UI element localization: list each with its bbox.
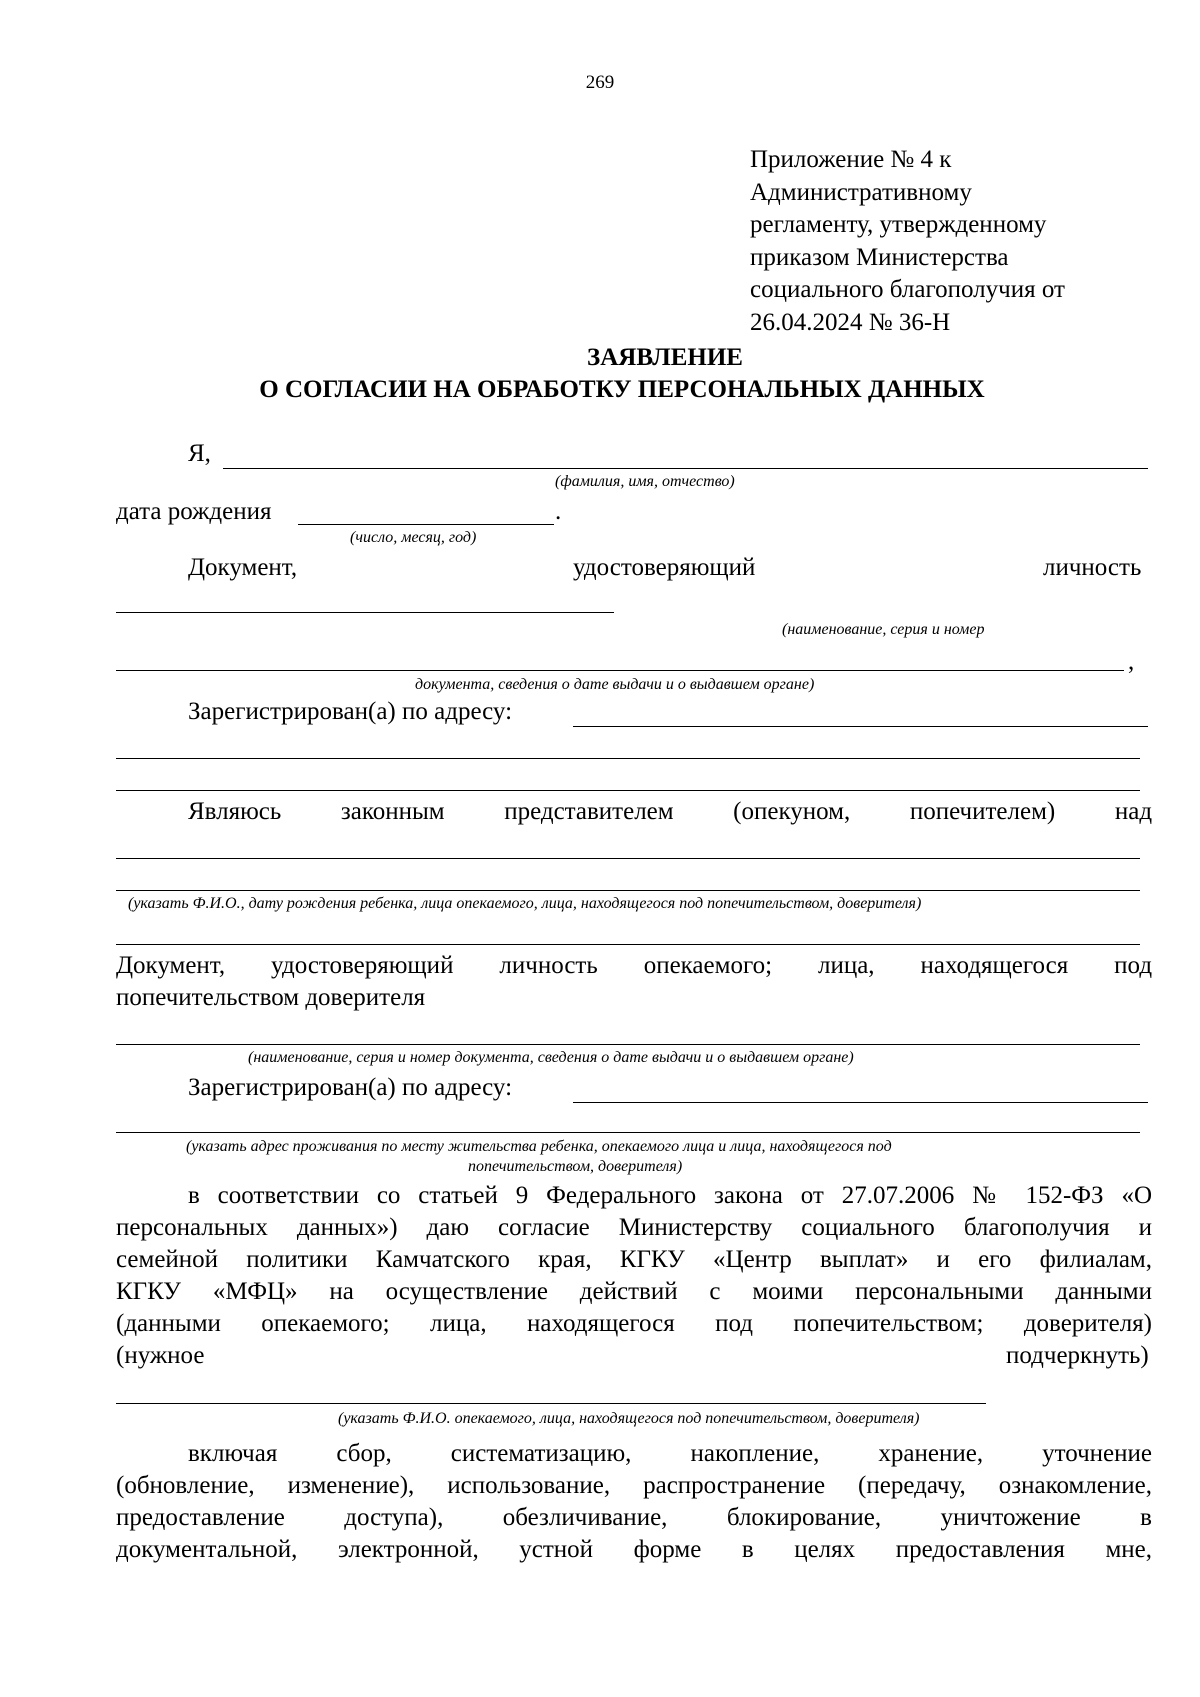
- processing-line: (обновление, изменение), использование, распространение (передачу, ознакомление,: [116, 1472, 1152, 1499]
- ward-name-caption: (указать Ф.И.О. опекаемого, лица, находящегося под попечительством, доверителя): [338, 1410, 920, 1427]
- address-caption-2: попечительством, доверителя): [468, 1158, 683, 1175]
- birth-label: дата рождения: [116, 498, 272, 525]
- processing-line: документальной, электронной, устной форме в целях предоставления мне,: [116, 1536, 1152, 1563]
- rep-word: над: [1114, 798, 1153, 825]
- rep-line-2[interactable]: [116, 890, 1140, 891]
- birth-dot: .: [555, 498, 562, 525]
- rep-line-1[interactable]: [116, 858, 1140, 859]
- appendix-line: социального благополучия от: [750, 276, 1065, 303]
- doc-word: Документ,: [188, 554, 298, 581]
- ward-doc-word: личность: [499, 952, 598, 979]
- doc-caption-2: документа, сведения о дате выдачи и о выдавшем органе): [415, 676, 815, 693]
- fio-caption: (фамилия, имя, отчество): [555, 473, 735, 490]
- ward-address-line-2[interactable]: [116, 1132, 1140, 1133]
- appendix-block: [750, 144, 1065, 339]
- page-number: 269: [585, 72, 615, 93]
- reg-address-line-3[interactable]: [116, 790, 1140, 791]
- rep-word: Являюсь: [188, 798, 282, 825]
- doc-word: личность: [1043, 554, 1142, 581]
- document-title: ЗАЯВЛЕНИЕ: [587, 344, 743, 371]
- consent-line: в соответствии со статьей 9 Федерального закона от 27.07.2006 № 152-ФЗ «О: [188, 1182, 1152, 1209]
- doc-comma: ,: [1128, 648, 1135, 675]
- ward-doc-fill-line[interactable]: [116, 1044, 1140, 1045]
- ward-doc-caption: (наименование, серия и номер документа, сведения о дате выдачи и о выдавшем органе): [248, 1049, 854, 1066]
- ward-address-line[interactable]: [573, 1102, 1148, 1103]
- need-right: подчеркнуть): [1006, 1342, 1149, 1369]
- rep-caption: (указать Ф.И.О., дату рождения ребенка, лица опекаемого, лица, находящегося под попечительством, доверителя): [128, 895, 922, 912]
- ward-doc-line-2: попечительством доверителя: [116, 984, 426, 1011]
- ward-doc-word: опекаемого;: [643, 952, 773, 979]
- reg-address-line[interactable]: [573, 726, 1148, 727]
- consent-line: персональных данных») даю согласие Министерству социального благополучия и: [116, 1214, 1152, 1241]
- reg-label: Зарегистрирован(а) по адресу:: [188, 698, 513, 725]
- reg-label-2: Зарегистрирован(а) по адресу:: [188, 1074, 513, 1101]
- need-left: (нужное: [116, 1342, 205, 1369]
- address-caption-1: (указать адрес проживания по месту жительства ребенка, опекаемого лица и лица, находящегося под: [186, 1138, 892, 1155]
- processing-line: предоставление доступа), обезличивание, блокирование, уничтожение в: [116, 1504, 1152, 1531]
- appendix-line: Административному: [750, 178, 972, 206]
- ward-doc-word: удостоверяющий: [271, 952, 454, 979]
- rep-word: представителем: [504, 798, 674, 825]
- birth-date-line[interactable]: [298, 524, 554, 525]
- appendix-line: регламенту, утвержденному: [750, 211, 1047, 238]
- consent-line: (данными опекаемого; лица, находящегося под попечительством; доверителя): [116, 1310, 1152, 1337]
- doc-line-1[interactable]: [116, 612, 614, 613]
- birth-caption: (число, месяц, год): [350, 529, 477, 546]
- fio-line[interactable]: [223, 468, 1148, 469]
- i-label: Я,: [188, 440, 211, 467]
- rep-word: попечителем): [909, 798, 1056, 825]
- rep-word: законным: [340, 798, 445, 825]
- representative-line: [188, 796, 1152, 828]
- ward-doc-word: лица,: [817, 952, 875, 979]
- document-subtitle: О СОГЛАСИИ НА ОБРАБОТКУ ПЕРСОНАЛЬНЫХ ДАННЫХ: [259, 376, 985, 403]
- consent-line: КГКУ «МФЦ» на осуществление действий с моими персональными данными: [116, 1278, 1152, 1305]
- consent-line: семейной политики Камчатского края, КГКУ «Центр выплат» и его филиалам,: [116, 1246, 1152, 1273]
- ward-doc-word: под: [1114, 952, 1153, 979]
- doc-caption-1: (наименование, серия и номер: [782, 621, 985, 638]
- ward-name-line[interactable]: [116, 1403, 986, 1404]
- appendix-line: приказом Министерства: [750, 243, 1009, 271]
- ward-doc-word: находящегося: [920, 952, 1069, 979]
- rep-line-3[interactable]: [116, 944, 1140, 945]
- ward-doc-line: [116, 950, 1152, 982]
- reg-address-line-2[interactable]: [116, 758, 1140, 759]
- doc-word: удостоверяющий: [573, 554, 756, 581]
- doc-line-2[interactable]: [116, 670, 1124, 671]
- processing-line: включая сбор, систематизацию, накопление, хранение, уточнение: [188, 1440, 1152, 1467]
- rep-word: (опекуном,: [733, 798, 851, 825]
- appendix-line: 26.04.2024 № 36-Н: [750, 308, 951, 336]
- appendix-line: Приложение № 4 к: [750, 146, 952, 173]
- ward-doc-word: Документ,: [116, 952, 226, 979]
